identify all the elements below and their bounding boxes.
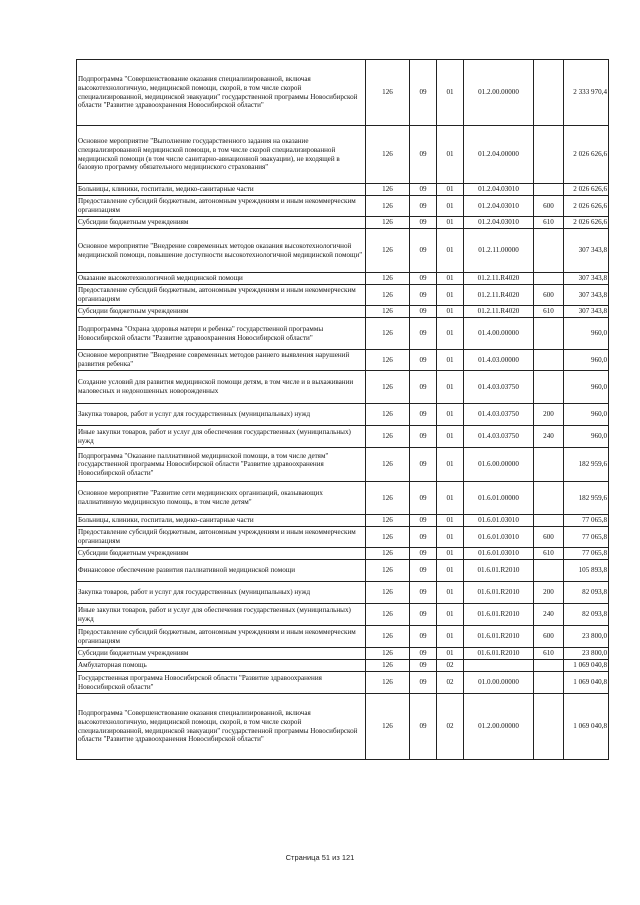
row-section-cell: 09 (410, 548, 437, 560)
row-subsection-cell: 01 (437, 548, 464, 560)
row-name-cell: Больницы, клиники, госпитали, медико-санитарные части (77, 515, 366, 527)
row-section-cell: 09 (410, 306, 437, 318)
row-target-article-cell: 01.4.00.00000 (464, 318, 534, 350)
table-row (77, 371, 609, 404)
row-name-cell: Закупка товаров, работ и услуг для государственных (муниципальных) нужд (77, 582, 366, 604)
row-section-cell: 09 (410, 515, 437, 527)
row-amount-cell: 23 800,0 (564, 648, 609, 660)
table-row (77, 285, 609, 306)
row-amount-cell: 82 093,8 (564, 582, 609, 604)
row-subsection-cell: 01 (437, 404, 464, 426)
table-row (77, 306, 609, 318)
row-amount-cell: 960,0 (564, 404, 609, 426)
table-row (77, 350, 609, 371)
row-expense-type-cell: 600 (534, 196, 564, 217)
row-expense-type-cell (534, 371, 564, 404)
row-ved-cell: 126 (366, 626, 410, 648)
row-section-cell: 09 (410, 582, 437, 604)
row-expense-type-cell: 600 (534, 527, 564, 548)
row-subsection-cell: 02 (437, 660, 464, 672)
page-number: Страница 51 из 121 (285, 853, 355, 862)
row-name-cell: Основное мероприятие "Внедрение современных методов раннего выявления нарушений развития ребенка" (77, 350, 366, 371)
row-expense-type-cell (534, 273, 564, 285)
row-expense-type-cell (534, 482, 564, 515)
row-subsection-cell: 01 (437, 371, 464, 404)
row-name-cell: Создание условий для развития медицинской помощи детям, в том числе и в выхаживании маловесных и недоношенных новорожденных (77, 371, 366, 404)
table-row (77, 527, 609, 548)
row-target-article-cell: 01.6.01.R2010 (464, 626, 534, 648)
row-amount-cell: 77 065,8 (564, 515, 609, 527)
row-expense-type-cell: 240 (534, 426, 564, 448)
row-target-article-cell: 01.6.01.R2010 (464, 560, 534, 582)
row-amount-cell: 2 026 626,6 (564, 196, 609, 217)
row-amount-cell: 77 065,8 (564, 527, 609, 548)
table-row (77, 582, 609, 604)
row-expense-type-cell (534, 126, 564, 184)
row-expense-type-cell (534, 560, 564, 582)
row-subsection-cell: 01 (437, 626, 464, 648)
row-name-cell: Субсидии бюджетным учреждениям (77, 306, 366, 318)
row-subsection-cell: 02 (437, 694, 464, 760)
row-ved-cell: 126 (366, 371, 410, 404)
table-row (77, 126, 609, 184)
row-name-cell: Субсидии бюджетным учреждениям (77, 648, 366, 660)
row-ved-cell: 126 (366, 318, 410, 350)
row-target-article-cell: 01.2.11.R4020 (464, 273, 534, 285)
row-subsection-cell: 01 (437, 582, 464, 604)
row-expense-type-cell: 240 (534, 604, 564, 626)
row-section-cell: 09 (410, 482, 437, 515)
row-name-cell: Иные закупки товаров, работ и услуг для обеспечения государственных (муниципальных) нужд (77, 604, 366, 626)
table-row (77, 694, 609, 760)
row-target-article-cell: 01.2.04.03010 (464, 217, 534, 229)
row-subsection-cell: 01 (437, 560, 464, 582)
row-expense-type-cell: 200 (534, 582, 564, 604)
row-ved-cell: 126 (366, 306, 410, 318)
row-target-article-cell: 01.4.03.03750 (464, 426, 534, 448)
row-amount-cell: 23 800,0 (564, 626, 609, 648)
row-amount-cell: 960,0 (564, 371, 609, 404)
row-section-cell: 09 (410, 626, 437, 648)
row-amount-cell: 307 343,8 (564, 306, 609, 318)
row-target-article-cell: 01.4.03.00000 (464, 350, 534, 371)
row-amount-cell: 2 026 626,6 (564, 126, 609, 184)
table-row (77, 184, 609, 196)
row-ved-cell: 126 (366, 527, 410, 548)
row-subsection-cell: 01 (437, 60, 464, 126)
row-subsection-cell: 01 (437, 196, 464, 217)
row-section-cell: 09 (410, 604, 437, 626)
row-name-cell: Оказание высокотехнологичной медицинской помощи (77, 273, 366, 285)
row-subsection-cell: 01 (437, 648, 464, 660)
row-subsection-cell: 01 (437, 126, 464, 184)
row-target-article-cell: 01.2.00.00000 (464, 694, 534, 760)
table-row (77, 560, 609, 582)
row-amount-cell: 105 893,8 (564, 560, 609, 582)
row-expense-type-cell: 600 (534, 626, 564, 648)
budget-table-body (77, 60, 609, 760)
row-section-cell: 09 (410, 560, 437, 582)
row-amount-cell: 2 026 626,6 (564, 217, 609, 229)
row-name-cell: Иные закупки товаров, работ и услуг для обеспечения государственных (муниципальных) нужд (77, 426, 366, 448)
table-row (77, 648, 609, 660)
row-name-cell: Предоставление субсидий бюджетным, автономным учреждениям и иным некоммерческим организациям (77, 285, 366, 306)
row-amount-cell: 2 333 970,4 (564, 60, 609, 126)
row-expense-type-cell: 610 (534, 648, 564, 660)
row-amount-cell: 960,0 (564, 426, 609, 448)
row-subsection-cell: 01 (437, 426, 464, 448)
row-subsection-cell: 02 (437, 672, 464, 694)
row-amount-cell: 1 069 040,8 (564, 660, 609, 672)
row-ved-cell: 126 (366, 648, 410, 660)
row-target-article-cell: 01.2.04.03010 (464, 184, 534, 196)
row-ved-cell: 126 (366, 515, 410, 527)
row-section-cell: 09 (410, 371, 437, 404)
row-subsection-cell: 01 (437, 285, 464, 306)
row-subsection-cell: 01 (437, 229, 464, 273)
row-name-cell: Предоставление субсидий бюджетным, автономным учреждениям и иным некоммерческим организациям (77, 196, 366, 217)
row-ved-cell: 126 (366, 350, 410, 371)
row-target-article-cell: 01.4.03.03750 (464, 371, 534, 404)
row-expense-type-cell: 610 (534, 548, 564, 560)
row-section-cell: 09 (410, 184, 437, 196)
row-ved-cell: 126 (366, 604, 410, 626)
table-row (77, 604, 609, 626)
row-expense-type-cell (534, 184, 564, 196)
row-target-article-cell: 01.6.01.R2010 (464, 582, 534, 604)
row-expense-type-cell: 610 (534, 306, 564, 318)
row-amount-cell: 82 093,8 (564, 604, 609, 626)
row-target-article-cell: 01.2.11.R4020 (464, 285, 534, 306)
row-expense-type-cell: 600 (534, 285, 564, 306)
row-expense-type-cell (534, 515, 564, 527)
row-subsection-cell: 01 (437, 527, 464, 548)
table-row (77, 426, 609, 448)
row-ved-cell: 126 (366, 672, 410, 694)
row-subsection-cell: 01 (437, 350, 464, 371)
row-section-cell: 09 (410, 527, 437, 548)
row-section-cell: 09 (410, 318, 437, 350)
row-subsection-cell: 01 (437, 306, 464, 318)
row-target-article-cell: 01.6.01.R2010 (464, 604, 534, 626)
row-ved-cell: 126 (366, 126, 410, 184)
row-name-cell: Основное мероприятие "Развитие сети медицинских организаций, оказывающих паллиативную медицинскую помощь, в том числе детям" (77, 482, 366, 515)
row-target-article-cell: 01.2.11.R4020 (464, 306, 534, 318)
row-expense-type-cell (534, 660, 564, 672)
row-name-cell: Подпрограмма "Совершенствование оказания специализированной, включая высокотехнологичную, медицинской помощи, скорой, в том числе скорой специализированной, медицинской эвакуации" государственной программы Новосибирской области "Развитие здравоохранения Новосибирской области" (77, 60, 366, 126)
row-name-cell: Закупка товаров, работ и услуг для государственных (муниципальных) нужд (77, 404, 366, 426)
row-expense-type-cell (534, 672, 564, 694)
row-section-cell: 09 (410, 426, 437, 448)
row-amount-cell: 182 959,6 (564, 482, 609, 515)
row-expense-type-cell (534, 448, 564, 482)
row-name-cell: Амбулаторная помощь (77, 660, 366, 672)
row-target-article-cell: 01.6.01.03010 (464, 527, 534, 548)
row-section-cell: 09 (410, 672, 437, 694)
row-section-cell: 09 (410, 126, 437, 184)
row-target-article-cell: 01.2.00.00000 (464, 60, 534, 126)
row-subsection-cell: 01 (437, 482, 464, 515)
row-target-article-cell: 01.6.01.03010 (464, 515, 534, 527)
row-ved-cell: 126 (366, 196, 410, 217)
table-row (77, 448, 609, 482)
row-subsection-cell: 01 (437, 184, 464, 196)
row-name-cell: Подпрограмма "Совершенствование оказания специализированной, включая высокотехнологичную, медицинской помощи, скорой, в том числе скорой специализированной, медицинской эвакуации" государственной программы Новосибирской области "Развитие здравоохранения Новосибирской области" (77, 694, 366, 760)
row-name-cell: Субсидии бюджетным учреждениям (77, 548, 366, 560)
row-name-cell: Подпрограмма "Охрана здоровья матери и ребенка" государственной программы Новосибирской области "Развитие здравоохранения Новосибирской области" (77, 318, 366, 350)
row-section-cell: 09 (410, 196, 437, 217)
table-row (77, 318, 609, 350)
row-section-cell: 09 (410, 217, 437, 229)
row-section-cell: 09 (410, 660, 437, 672)
row-amount-cell: 77 065,8 (564, 548, 609, 560)
row-amount-cell: 960,0 (564, 318, 609, 350)
row-ved-cell: 126 (366, 448, 410, 482)
table-row (77, 273, 609, 285)
row-amount-cell: 182 959,6 (564, 448, 609, 482)
row-expense-type-cell: 200 (534, 404, 564, 426)
row-section-cell: 09 (410, 448, 437, 482)
row-ved-cell: 126 (366, 548, 410, 560)
row-name-cell: Подпрограмма "Оказание паллиативной медицинской помощи, в том числе детям" государственной программы Новосибирской области "Развитие здравоохранения Новосибирской области" (77, 448, 366, 482)
row-section-cell: 09 (410, 273, 437, 285)
row-ved-cell: 126 (366, 273, 410, 285)
table-row (77, 672, 609, 694)
row-target-article-cell: 01.4.03.03750 (464, 404, 534, 426)
row-section-cell: 09 (410, 60, 437, 126)
row-name-cell: Предоставление субсидий бюджетным, автономным учреждениям и иным некоммерческим организациям (77, 626, 366, 648)
row-ved-cell: 126 (366, 217, 410, 229)
row-subsection-cell: 01 (437, 318, 464, 350)
row-subsection-cell: 01 (437, 273, 464, 285)
row-ved-cell: 126 (366, 229, 410, 273)
row-ved-cell: 126 (366, 560, 410, 582)
row-name-cell: Основное мероприятие "Выполнение государственного задания на оказание специализированной медицинской помощи, в том числе скорой специализированной медицинской помощи (в том числе санитарно-авиационной эвакуации), не входящей в базовую программу обязательного медицинского страхования" (77, 126, 366, 184)
row-target-article-cell: 01.0.00.00000 (464, 672, 534, 694)
row-amount-cell: 307 343,8 (564, 229, 609, 273)
row-target-article-cell: 01.2.04.03010 (464, 196, 534, 217)
row-subsection-cell: 01 (437, 604, 464, 626)
table-row (77, 404, 609, 426)
table-row (77, 482, 609, 515)
table-row (77, 626, 609, 648)
row-section-cell: 09 (410, 404, 437, 426)
row-name-cell: Предоставление субсидий бюджетным, автономным учреждениям и иным некоммерческим организациям (77, 527, 366, 548)
table-row (77, 229, 609, 273)
row-subsection-cell: 01 (437, 448, 464, 482)
table-row (77, 217, 609, 229)
row-expense-type-cell (534, 350, 564, 371)
row-subsection-cell: 01 (437, 217, 464, 229)
row-section-cell: 09 (410, 350, 437, 371)
row-expense-type-cell: 610 (534, 217, 564, 229)
row-expense-type-cell (534, 229, 564, 273)
row-name-cell: Финансовое обеспечение развития паллиативной медицинской помощи (77, 560, 366, 582)
row-target-article-cell: 01.6.00.00000 (464, 448, 534, 482)
row-amount-cell: 1 069 040,8 (564, 672, 609, 694)
row-name-cell: Основное мероприятие "Внедрение современных методов оказания высокотехнологичной медицинской помощи, повышение доступности высокотехнологичной медицинской помощи" (77, 229, 366, 273)
row-ved-cell: 126 (366, 404, 410, 426)
row-ved-cell: 126 (366, 60, 410, 126)
table-row (77, 515, 609, 527)
table-row (77, 60, 609, 126)
table-row (77, 548, 609, 560)
row-name-cell: Государственная программа Новосибирской области "Развитие здравоохранения Новосибирской области" (77, 672, 366, 694)
row-ved-cell: 126 (366, 184, 410, 196)
row-amount-cell: 2 026 626,6 (564, 184, 609, 196)
row-amount-cell: 307 343,8 (564, 285, 609, 306)
row-expense-type-cell (534, 60, 564, 126)
row-target-article-cell: 01.6.01.00000 (464, 482, 534, 515)
row-ved-cell: 126 (366, 694, 410, 760)
row-expense-type-cell (534, 318, 564, 350)
budget-table (76, 59, 609, 760)
row-target-article-cell: 01.6.01.R2010 (464, 648, 534, 660)
row-section-cell: 09 (410, 285, 437, 306)
row-section-cell: 09 (410, 694, 437, 760)
row-ved-cell: 126 (366, 660, 410, 672)
row-name-cell: Больницы, клиники, госпитали, медико-санитарные части (77, 184, 366, 196)
row-section-cell: 09 (410, 229, 437, 273)
row-section-cell: 09 (410, 648, 437, 660)
row-name-cell: Субсидии бюджетным учреждениям (77, 217, 366, 229)
table-row (77, 196, 609, 217)
row-target-article-cell: 01.2.04.00000 (464, 126, 534, 184)
row-ved-cell: 126 (366, 582, 410, 604)
row-target-article-cell: 01.2.11.00000 (464, 229, 534, 273)
row-ved-cell: 126 (366, 285, 410, 306)
row-expense-type-cell (534, 694, 564, 760)
row-amount-cell: 1 069 040,8 (564, 694, 609, 760)
row-amount-cell: 960,0 (564, 350, 609, 371)
row-target-article-cell (464, 660, 534, 672)
row-ved-cell: 126 (366, 426, 410, 448)
row-subsection-cell: 01 (437, 515, 464, 527)
table-row (77, 660, 609, 672)
row-amount-cell: 307 343,8 (564, 273, 609, 285)
row-ved-cell: 126 (366, 482, 410, 515)
row-target-article-cell: 01.6.01.03010 (464, 548, 534, 560)
